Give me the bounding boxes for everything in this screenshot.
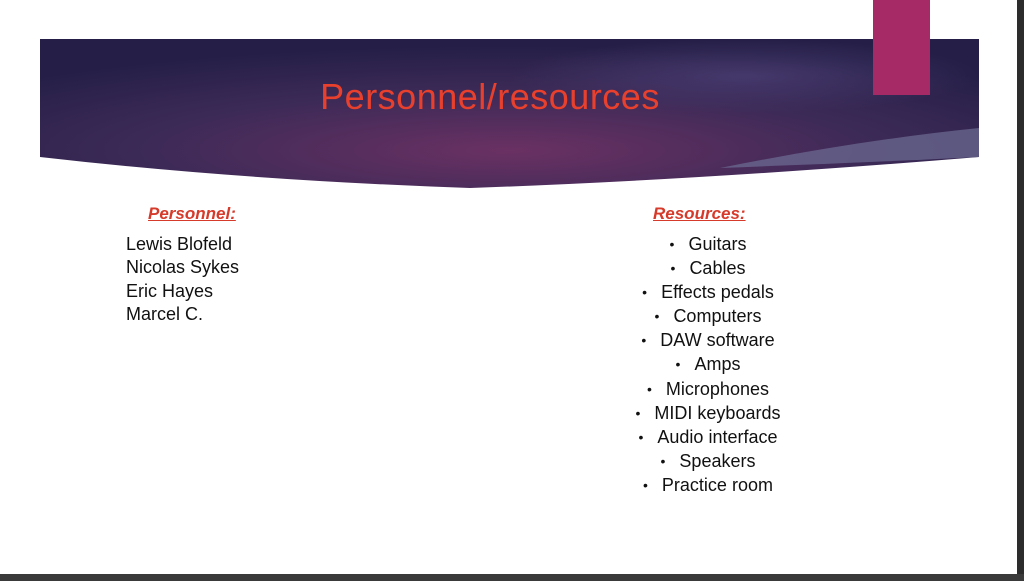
window-edge bbox=[1017, 0, 1024, 574]
personnel-list bbox=[126, 233, 239, 326]
resource-item: • Computers bbox=[590, 305, 826, 329]
resource-item: • Cables bbox=[590, 257, 826, 281]
resource-item: • Amps bbox=[590, 353, 826, 377]
resource-item: • Guitars bbox=[590, 233, 826, 257]
resources-list bbox=[590, 233, 826, 498]
resources-heading: Resources: bbox=[653, 204, 746, 223]
personnel-heading: Personnel: bbox=[148, 204, 236, 223]
slide-title: Personnel/resources bbox=[320, 76, 660, 117]
resource-item: • Practice room bbox=[590, 474, 826, 498]
resource-item: • Audio interface bbox=[590, 426, 826, 450]
personnel-name: Eric Hayes bbox=[126, 280, 214, 301]
personnel-name: Lewis Blofeld bbox=[126, 234, 233, 254]
resource-item: • Microphones bbox=[590, 378, 826, 402]
resource-item: • MIDI keyboards bbox=[590, 402, 826, 426]
personnel-name: Marcel C. bbox=[126, 303, 204, 324]
window-bottom-bar bbox=[0, 574, 1024, 581]
personnel-name: Nicolas Sykes bbox=[126, 257, 240, 278]
resource-item: • Speakers bbox=[590, 450, 826, 474]
resource-item: • Effects pedals bbox=[590, 281, 826, 305]
resource-item: • DAW software bbox=[590, 329, 826, 353]
